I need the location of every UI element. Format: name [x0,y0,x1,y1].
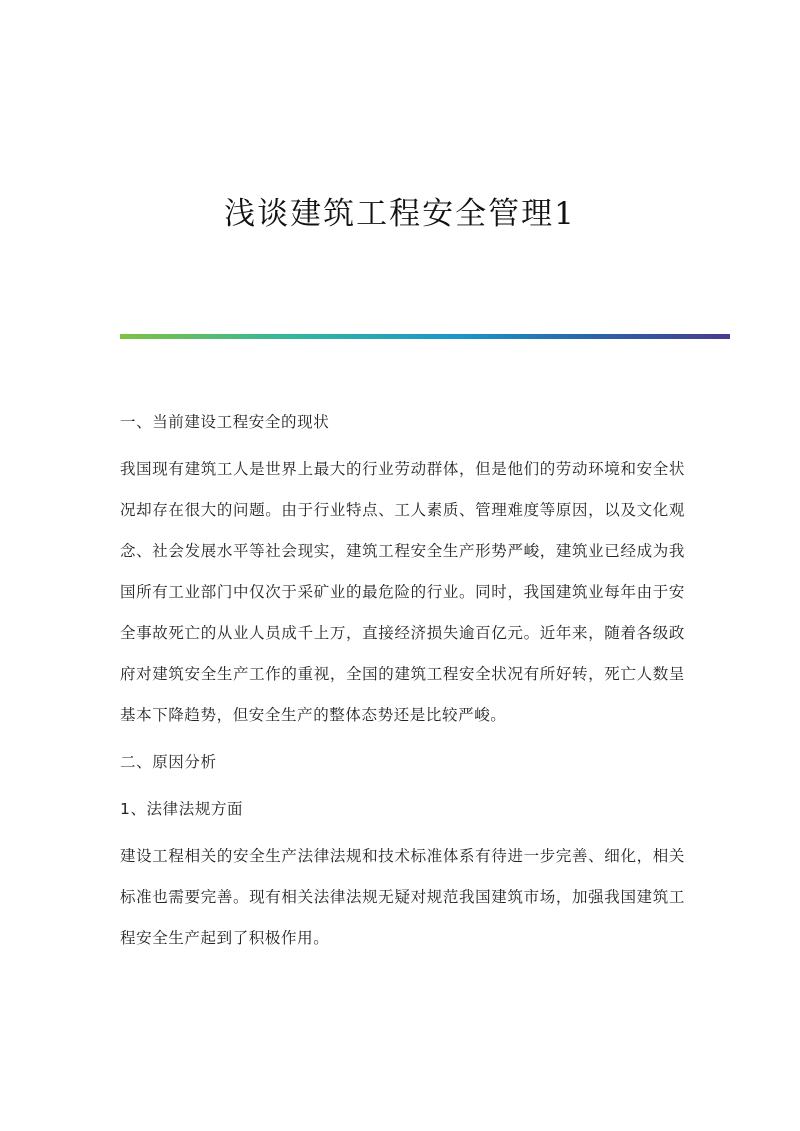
subheading-laws-regulations: 1、法律法规方面 [120,800,244,818]
section-heading-current-status: 一、当前建设工程安全的现状 [120,413,330,431]
paragraph-current-status: 我国现有建筑工人是世界上最大的行业劳动群体，但是他们的劳动环境和安全状况却存在很大的问题。由于行业特点、工人素质、管理难度等原因，以及文化观念、社会发展水平等社会现实，建筑工程安全生产形势严峻，建筑业已经成为我国所有工业部门中仅次于采矿业的最危险的行业。同时，我国建筑业每年由于安全事故死亡的从业人员成千上万，直接经济损失逾百亿元。近年来，随着各级政府对建筑安全生产工作的重视，全国的建筑工程安全状况有所好转，死亡人数呈基本下降趋势，但安全生产的整体态势还是比较严峻。 [120,460,685,724]
document-body [120,402,685,965]
section-heading-cause-analysis: 二、原因分析 [120,753,217,771]
page-title: 浅谈建筑工程安全管理1 [224,196,576,232]
gradient-divider [120,334,730,339]
paragraph-laws-regulations: 建设工程相关的安全生产法律法规和技术标准体系有待进一步完善、细化，相关标准也需要完善。现有相关法律法规无疑对规范我国建筑市场，加强我国建筑工程安全生产起到了积极作用。 [120,847,685,947]
